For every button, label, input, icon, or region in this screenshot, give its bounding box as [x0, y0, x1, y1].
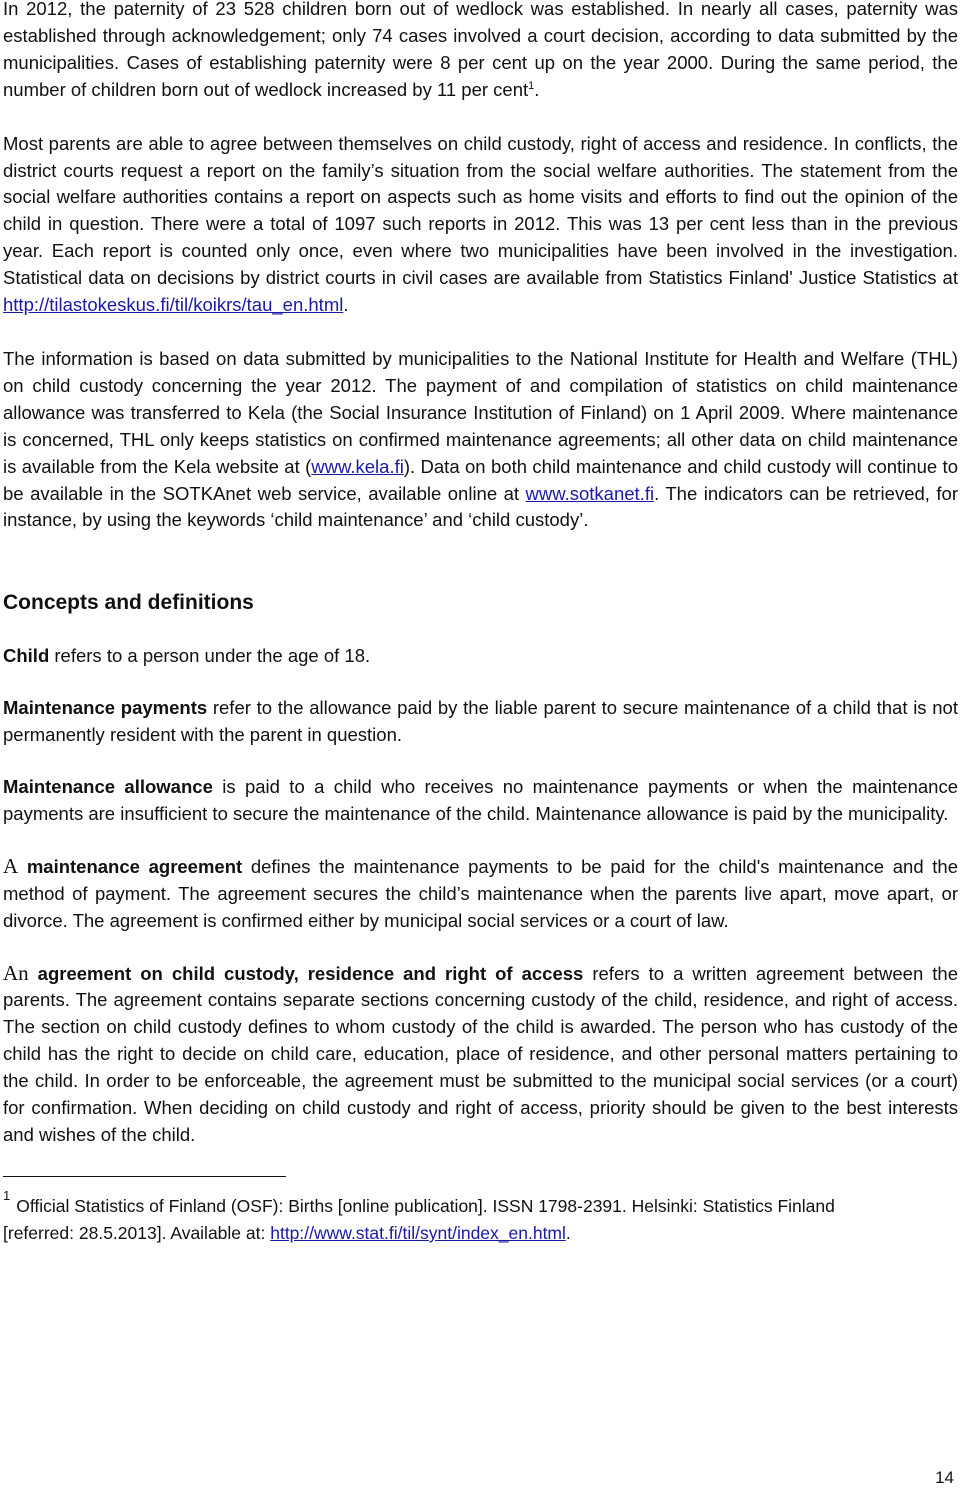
- definition-article: An: [3, 960, 29, 985]
- paragraph-text: In 2012, the paternity of 23 528 children born out of wedlock was established. In nearly all cases, paternity was established through acknowledgement; only 74 cases involved a court decision, according to data submitted by the municipalities. Cases of establishing paternity were 8 per cent up on the year 2000. During the same period, the number of children born out of wedlock increased by 11 per cent: [3, 0, 958, 100]
- paragraph-text-end: . The indicators can be retrieved, for instance, by using the keywords ‘child maintenance’ and ‘child custody’.: [3, 482, 958, 531]
- paragraph-paternity: [3, 0, 958, 104]
- paragraph-text-middle: ). Data on both child maintenance and child custody will continue to be available in the SOTKAnet web service, available online at: [3, 455, 958, 504]
- definition-child: [3, 643, 958, 670]
- paragraph-text: Most parents are able to agree between themselves on child custody, right of access and residence. In conflicts, the district courts request a report on the family’s situation from the social welfare authorities. The statement from the social welfare authorities contains a report on aspects such as home visits and efforts to find out the opinion of the child in question. There were a total of 1097 such reports in 2012. This was 13 per cent less than in the previous year. Each report is counted only once, even where two municipalities have been involved in the investigation. Statistical data on decisions by district courts in civil cases are available from Statistics Finland' Justice Statistics at: [3, 132, 958, 289]
- paragraph-data-sources: [3, 346, 958, 534]
- footnote-divider: [3, 1176, 286, 1177]
- definition-text: refers to a written agreement between the parents. The agreement contains separate sections concerning custody of the child, residence, and right of access. The section on child custody defines to whom custody of the child is awarded. The person who has custody of the child has the right to decide on child care, education, place of residence, and other personal matters pertaining to the child. In order to be enforceable, the agreement must be submitted to the municipal social services (or a court) for confirmation. When deciding on child custody and right of access, priority should be given to the best interests and wishes of the child.: [3, 962, 958, 1145]
- births-statistics-link[interactable]: http://www.stat.fi/til/synt/index_en.html: [270, 1222, 566, 1243]
- document-page: [3, 0, 958, 1247]
- definition-term: Maintenance allowance: [3, 776, 213, 798]
- definition-maintenance-payments: [3, 695, 958, 749]
- paragraph-text: The information is based on data submitted by municipalities to the National Institute for Health and Welfare (THL) on child custody concerning the year 2012. The payment of and compilation of statistics on child maintenance allowance was transferred to Kela (the Social Insurance Institution of Finland) on 1 April 2009. Where maintenance is concerned, THL only keeps statistics on confirmed maintenance agreements; all other data on child maintenance is available from the Kela website at (: [3, 347, 958, 477]
- definition-article: A: [3, 853, 19, 878]
- definition-term: Maintenance payments: [3, 697, 208, 719]
- footnote-number: 1: [3, 1187, 11, 1203]
- footnote-text-end: .: [565, 1222, 571, 1243]
- footnote: [3, 1187, 958, 1247]
- definition-maintenance-allowance: [3, 774, 958, 828]
- definition-custody-agreement: [3, 960, 958, 1149]
- definition-maintenance-agreement: [3, 853, 958, 935]
- section-heading: Concepts and definitions: [3, 591, 254, 615]
- paragraph-text-end: .: [343, 294, 349, 316]
- page-number: 14: [935, 1468, 954, 1487]
- definition-term: maintenance agreement: [18, 855, 243, 877]
- definition-text: refer to the allowance paid by the liable parent to secure maintenance of a child that is not permanently resident with the parent in question.: [3, 697, 958, 746]
- definition-term: agreement on child custody, residence and right of access: [28, 962, 584, 984]
- definition-term: Child: [3, 645, 50, 667]
- justice-statistics-link[interactable]: http://tilastokeskus.fi/til/koikrs/tau_en.html: [3, 294, 344, 316]
- definition-text: defines the maintenance payments to be paid for the child's maintenance and the method of payment. The agreement secures the child’s maintenance when the parents live apart, move apart, or divorce. The agreement is confirmed either by municipal social services or a court of law.: [3, 855, 958, 931]
- paragraph-custody-agreements: [3, 131, 958, 319]
- footnote-text: Official Statistics of Finland (OSF): Births [online publication]. ISSN 1798-2391. Helsinki: Statistics Finland [referred: 28.5.2013]. Available at:: [3, 1195, 835, 1243]
- definition-text: refers to a person under the age of 18.: [49, 645, 371, 667]
- footnote-reference[interactable]: 1: [528, 79, 535, 92]
- definition-text: is paid to a child who receives no maintenance payments or when the maintenance payments are insufficient to secure the maintenance of the child. Maintenance allowance is paid by the municipality.: [3, 776, 958, 824]
- sotkanet-link[interactable]: www.sotkanet.fi: [525, 482, 655, 504]
- paragraph-text-end: .: [534, 78, 540, 100]
- kela-link[interactable]: www.kela.fi: [311, 455, 404, 477]
